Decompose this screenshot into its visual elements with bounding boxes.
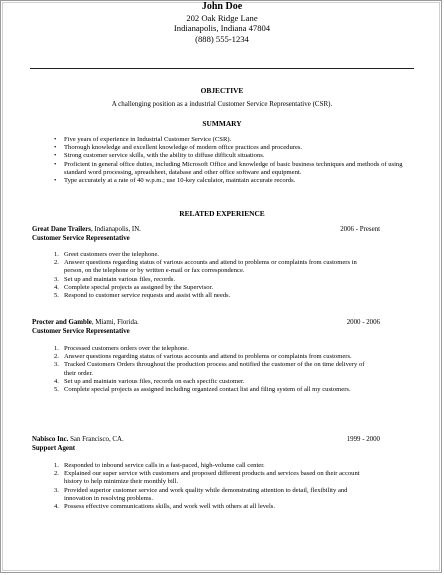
job-header (32, 226, 380, 234)
list-item: 5. Complete special projects as assigned including organized contact list and filing system of all my customers. (54, 386, 351, 394)
list-item: • Five years of experience in Industrial Customer Service (CSR). (54, 136, 232, 143)
experience-heading: RELATED EXPERIENCE (179, 209, 265, 218)
list-item: 1. Greet customers over the telephone. (54, 251, 160, 258)
city-state-zip: Indianapolis, Indiana 47804 (173, 23, 271, 34)
list-item: • Strong customer service skills, with the ability to diffuse difficult situations. (54, 152, 265, 160)
summary-heading: SUMMARY (202, 119, 242, 128)
list-item: 4. Complete special projects as assigned by the Supervisor. (54, 283, 214, 291)
summary-list (54, 136, 410, 185)
job-duties-list (54, 345, 376, 394)
job-dates: 2000 - 2006 (346, 319, 380, 326)
bullet-icon: • (54, 160, 57, 168)
bullet-icon: • (54, 177, 57, 185)
phone-number: (888) 555-1234 (195, 33, 249, 44)
company-name: Nabisco Inc. (32, 436, 69, 443)
resume-header (0, 1, 444, 44)
objective-heading: OBJECTIVE (200, 86, 244, 95)
list-item: 4. Possess effective communications skills, and work well with others at all levels. (54, 503, 276, 511)
list-item: 3. Provided superior customer service and work quality while demonstrating attention to detail, flexibility and innovation in resolving problems. (54, 486, 348, 502)
company-location: , Miami, Florida. (91, 319, 139, 326)
list-item: 4. Set up and maintain various files, records on each specific customer. (54, 377, 245, 385)
list-item: 3. Tracked Customers Orders throughout the production process and notified the customer of the on time delivery of their order. (54, 361, 365, 377)
job-title: Support Agent (32, 445, 76, 452)
job-header (32, 436, 380, 444)
street-address: 202 Oak Ridge Lane (186, 13, 258, 23)
applicant-name: John Doe (201, 1, 243, 12)
list-item: • Thorough knowledge and excellent knowledge of modern office practices and procedures. (54, 144, 303, 152)
objective-text: A challenging position as a industrial Customer Service Representative (CSR). (111, 100, 333, 108)
company-location: San Francisco, CA. (68, 436, 124, 443)
company-location: , Indianapolis, IN. (90, 226, 141, 233)
job-dates: 2006 - Present (340, 226, 380, 233)
job-title: Customer Service Representative (32, 328, 130, 335)
job-header (32, 319, 380, 327)
list-item: 1. Processed customers orders over the telephone. (54, 345, 189, 352)
list-item: 5. Respond to customer service requests and assist with all needs. (54, 292, 231, 300)
job-duties-list (54, 251, 376, 300)
job-title: Customer Service Representative (32, 235, 130, 242)
bullet-icon: • (54, 152, 57, 160)
list-item: 1. Responded to inbound service calls in a fast-paced, high-volume call center. (54, 462, 265, 469)
header-divider (30, 68, 414, 69)
list-item: 2. Answer questions regarding status of various accounts and attend to problems or complaints from customers. (54, 353, 352, 361)
bullet-icon: • (54, 144, 57, 152)
list-item: • Proficient in general office duties, including Microsoft Office and knowledge of basic business techniques and methods of using standard word processing, spreadsheet, database and other office software and equipment. (54, 160, 403, 176)
list-item: 2. Explained our super service with customers and proposed different products and services based on their account history to help minimize their monthly bill. (54, 470, 360, 486)
list-item: 3. Set up and maintain various files, records. (54, 275, 175, 283)
list-item: • Type accurately at a rate of 40 w.p.m.; use 10-key calculator, maintain accurate records. (54, 177, 296, 185)
company-name: Procter and Gamble (32, 319, 92, 326)
list-item: 2. Answer questions regarding status of various accounts and attend to problems or complaints from customers in person, on the telephone or by written e-mail or fax correspondence. (54, 259, 357, 275)
job-duties-list (54, 462, 376, 511)
company-name: Great Dane Trailers (32, 226, 91, 233)
bullet-icon: • (54, 136, 57, 143)
job-dates: 1999 - 2000 (346, 436, 380, 443)
